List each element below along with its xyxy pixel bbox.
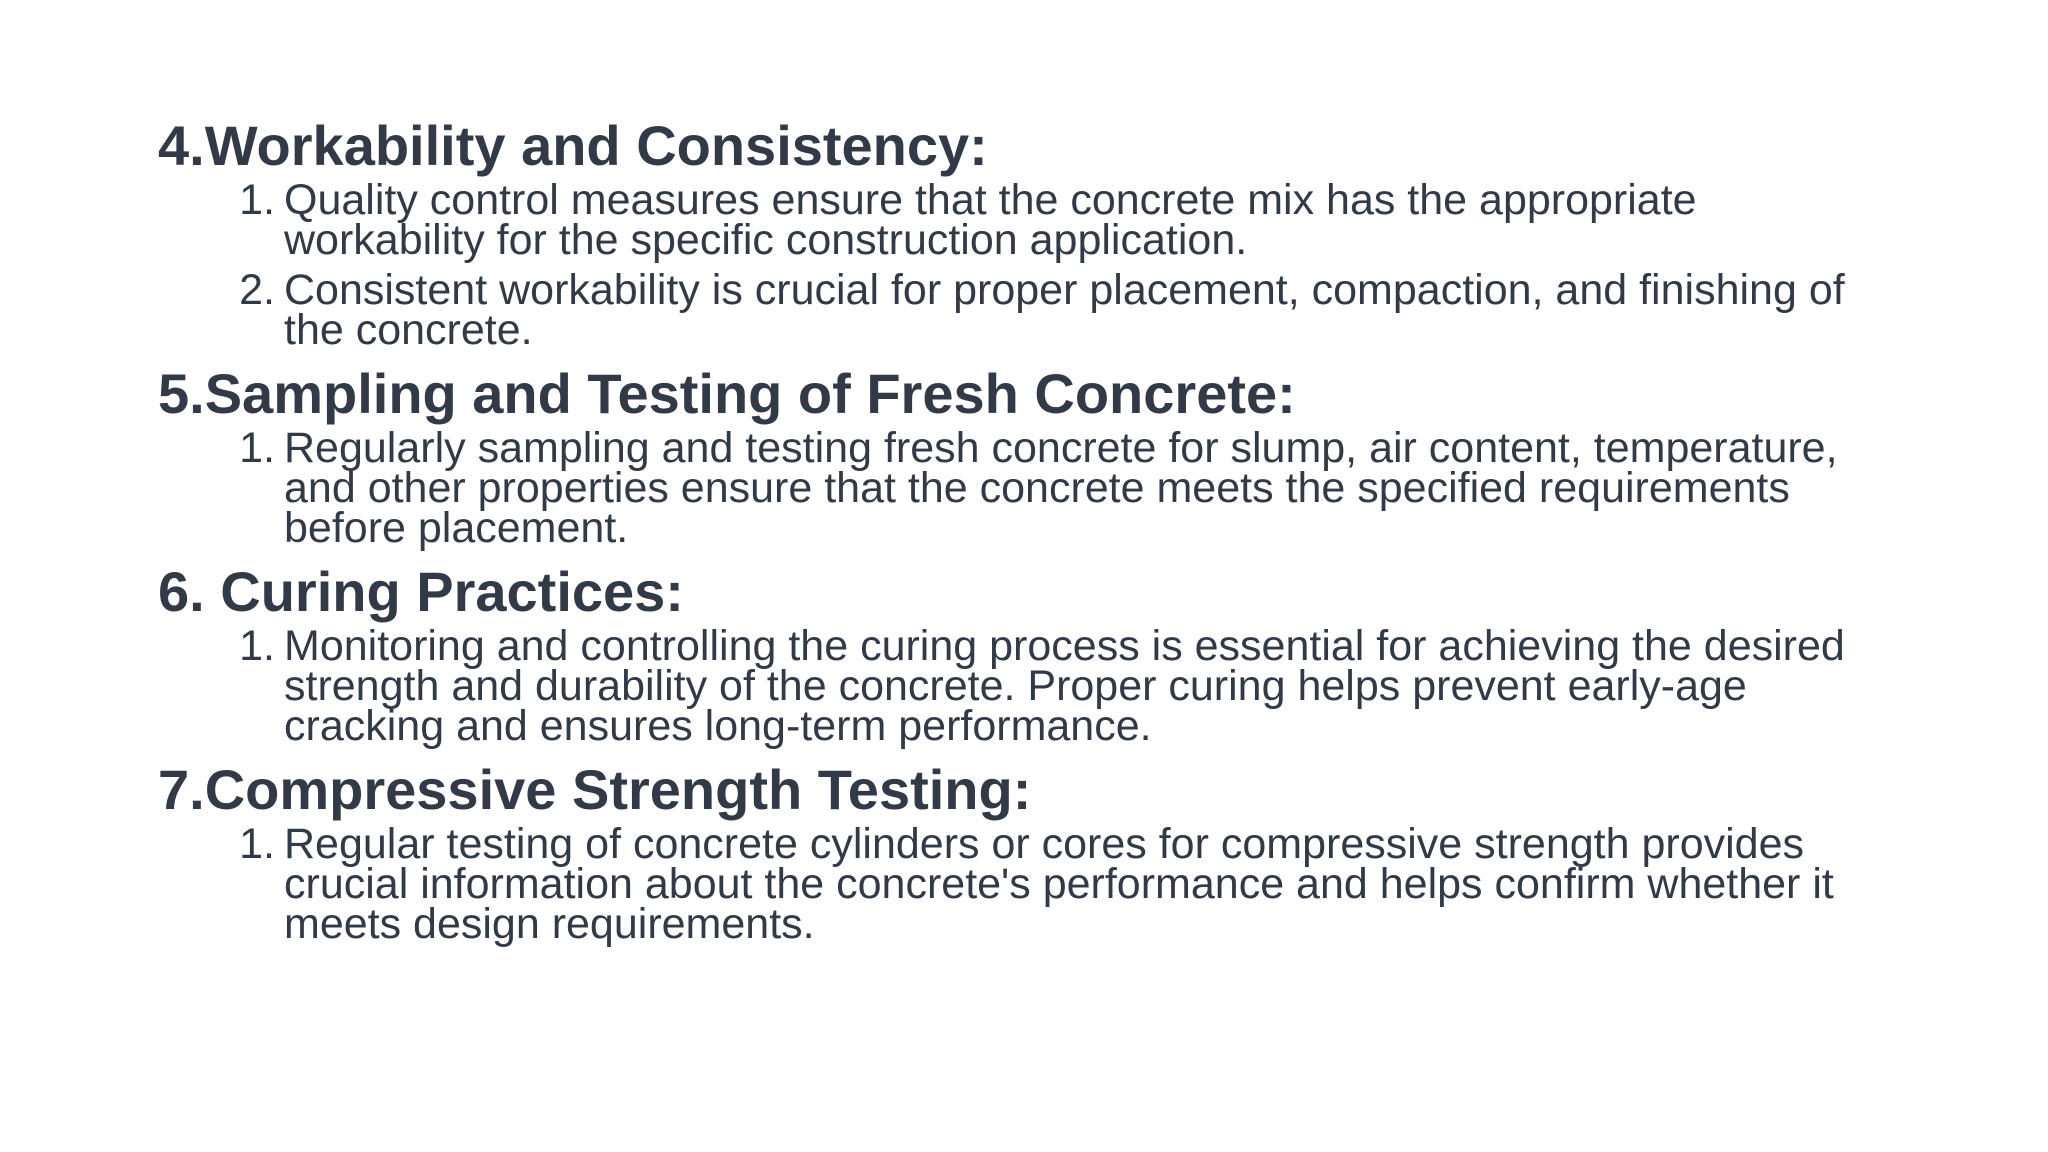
section-list: [158, 176, 1958, 354]
section-list: [158, 622, 1958, 750]
section-curing-practices: [158, 558, 1958, 750]
section-heading: 5.Sampling and Testing of Fresh Concrete:: [158, 362, 1296, 425]
list-item-text: Quality control measures ensure that the concrete mix has the appropriate workability for the specific construction application.: [284, 176, 1697, 264]
list-item-text: Regular testing of concrete cylinders or cores for compressive strength provides crucial information about the concrete's performance and helps confirm whether it meets design requirements.: [284, 820, 1834, 948]
list-item: [158, 176, 1958, 264]
section-workability: [158, 112, 1958, 354]
list-item-text: Consistent workability is crucial for proper placement, compaction, and finishing of the concrete.: [284, 266, 1845, 354]
list-item: [158, 424, 1958, 552]
section-sampling-testing: [158, 360, 1958, 552]
section-heading: 7.Compressive Strength Testing:: [158, 758, 1032, 821]
section-heading: 4.Workability and Consistency:: [158, 114, 988, 177]
list-item-number: 2.: [239, 266, 275, 314]
list-item: [158, 820, 1958, 948]
list-item-number: 1.: [239, 820, 275, 868]
list-item-number: 1.: [239, 622, 275, 670]
slide-content: [158, 112, 1958, 954]
list-item-text: Regularly sampling and testing fresh concrete for slump, air content, temperature, and other properties ensure that the concrete meets the specified requirements before placement.: [284, 424, 1838, 552]
list-item-number: 1.: [239, 176, 275, 224]
list-item: [158, 622, 1958, 750]
list-item-text: Monitoring and controlling the curing process is essential for achieving the desired strength and durability of the concrete. Proper curing helps prevent early-age cracking and ensures long-term performance.: [284, 622, 1845, 750]
section-compressive-strength: [158, 756, 1958, 948]
list-item: [158, 266, 1958, 354]
section-list: [158, 820, 1958, 948]
section-list: [158, 424, 1958, 552]
list-item-number: 1.: [239, 424, 275, 472]
section-heading: 6. Curing Practices:: [158, 560, 684, 623]
